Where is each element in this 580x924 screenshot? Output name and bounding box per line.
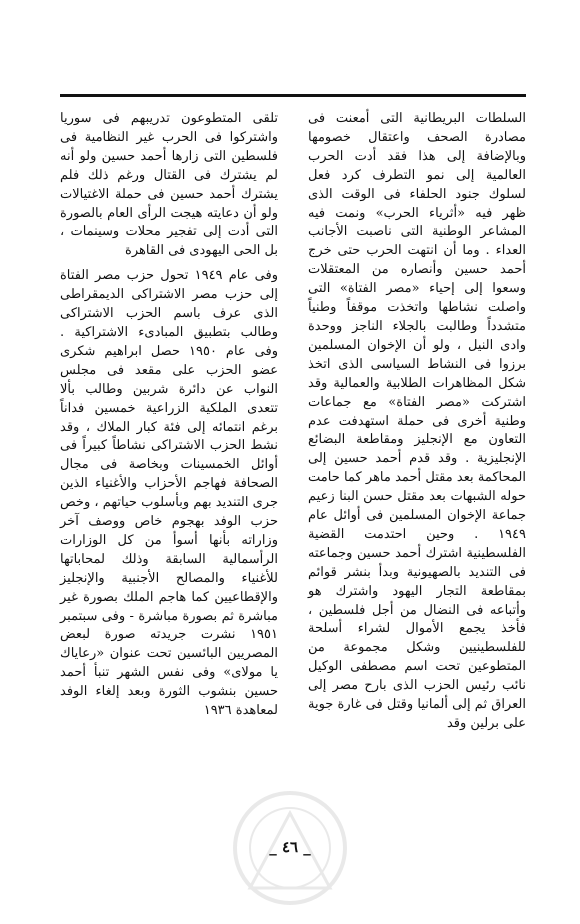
paragraph: السلطات البريطانية التى أمعنت فى مصادرة الصحف واعتقال خصومها وبالإضافة إلى هذا فقد أدت الحرب العالمية إلى نمو التطرف كرد فعل لسلوك جنود الحلفاء فى الوقت الذى ظهر فيه «أثرياء الحرب» ونمت فيه المشاعر الوطنية التى ناصبت الأجانب العداء . وما أن انتهت الحرب حتى خرج أحمد حسين وأنصاره من المعتقلات وسعوا إلى إحياء «مصر الفتاة» التى واصلت نشاطها واتخذت موقفاً وطنياً متشدداً وطالبت بالجلاء الناجز ووحدة وادى النيل ، ولو أن الإخوان المسلمين برزوا فى النشاط السياسى الذى اتخذ شكل المظاهرات الطلابية والعمالية وقد اشتركت «مصر الفتاة» مع جماعات وطنية أخرى فى حملة استهدفت عدم التعاون مع الإنجليز ومقاطعة البضائع الإنجليزية . وقد قدم أحمد حسين إلى المحاكمة بعد مقتل أحمد ماهر كما حامت حوله الشبهات بعد مقتل حسن البنا زعيم جماعة الإخوان المسلمين فى أوائل عام ١٩٤٩ . وحين احتدمت القضية الفلسطينية اشترك أحمد حسين وجماعته فى التنديد بالصهيونية وبدأ بنشر قوائم بمقاطعة التجار اليهود واشترك هو وأتباعه فى النضال من أجل فلسطين ، فأخذ يجمع الأموال لشراء أسلحة للفلسطينيين وشكل مجموعة من المتطوعين تحت اسم مصطفى الوكيل نائب رئيس الحزب الذى بارح مصر إلى العراق ثم إلى ألمانيا وقتل فى غارة جوية على برلين وقد — [308, 111, 526, 731]
paragraph: وفى عام ١٩٤٩ تحول حزب مصر الفتاة إلى حزب مصر الاشتراكى الديمقراطى الذى عرف باسم الحزب الاشتراكى وطالب بتطبيق المبادىء الاشتراكية . وفى عام ١٩٥٠ حصل ابراهيم شكرى عضو الحزب على مقعد فى مجلس النواب عن دائرة شربين وطالب بألا تتعدى الملكية الزراعية خمسين فداناً برغم انتمائه إلى فئة كبار الملاك ، وقد نشط الحزب الاشتراكى نشاطاً كبيراً فى أوائل الخمسينات وبخاصة فى مجال الصحافة فهاجم الأحزاب والأغنياء الذين جرى التنديد بهم وبأسلوب حياتهم ، وخص حزب الوفد بهجوم خاص ووصف آخر وزاراته بأنها أسوأ من كل الوزارات الرأسمالية السابقة وذلك لمحاباتها للأغنياء والمصالح الأجنبية والإنجليز والإقطاعيين كما هاجم الملك بصورة غير مباشرة ثم بصورة مباشرة - وفى سبتمبر ١٩٥١ نشرت جريدته صورة لبعض المصريين البائسين تحت عنوان «رعاياك يا مولاى» وفى نفس الشهر تنبأ أحمد حسين بنشوب الثورة وبعد إلغاء الوفد لمعاهدة ١٩٣٦ — [60, 268, 279, 719]
top-rule — [60, 94, 526, 97]
text-column-right — [308, 110, 526, 740]
page-number: _ ٤٦ _ — [269, 838, 311, 856]
text-column-left — [60, 110, 278, 727]
archive-watermark-logo — [150, 788, 430, 918]
paragraph: تلقى المتطوعون تدريبهم فى سوريا واشتركوا فى الحرب غير النظامية فى فلسطين التى زارها أحمد حسين ولو أنه لم يشترك فى القتال ورغم ذلك فلم يشترك أحمد حسين فى حملة الاغتيالات ولو أن دعايته هيجت الرأى العام بالصورة التى أدت إلى تفجير محلات وسينمات ، بل الحى اليهودى فى القاهرة — [60, 111, 278, 259]
